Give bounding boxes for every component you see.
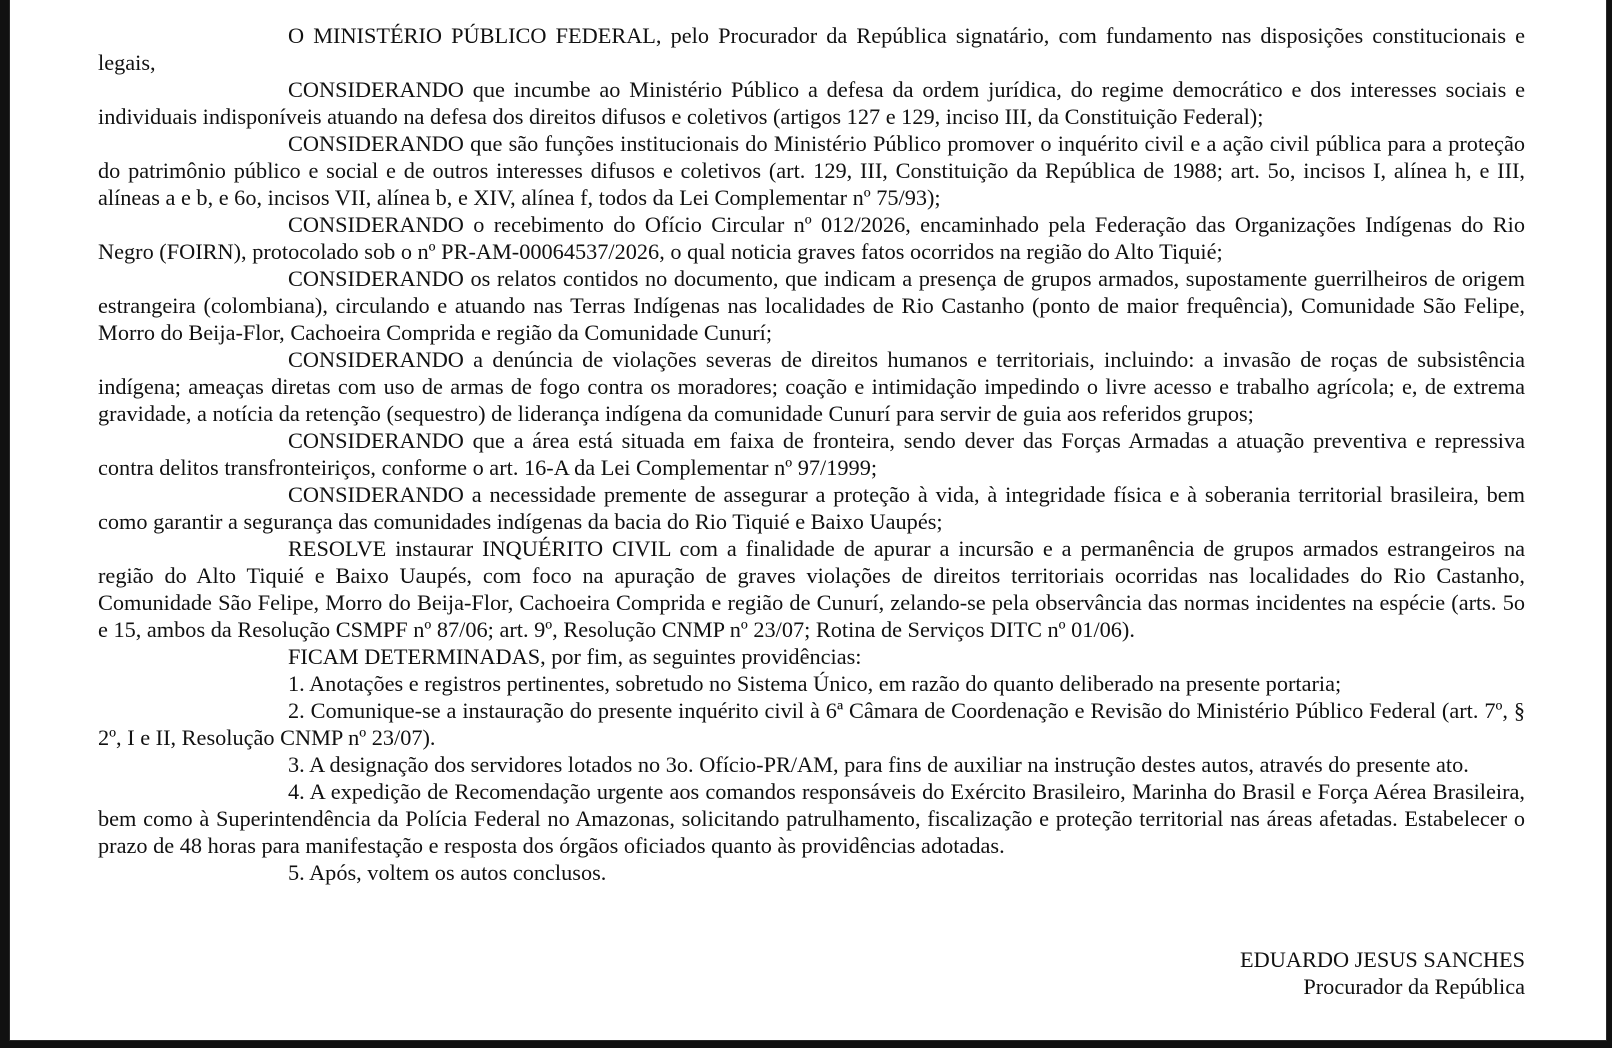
paragraph-determinations-heading: FICAM DETERMINADAS, por fim, as seguintes providências: bbox=[288, 644, 862, 669]
paragraph-resolve: RESOLVE instaurar INQUÉRITO CIVIL com a finalidade de apurar a incursão e a permanência de grupos armados estrangeiros na região do Alto Tiquié e Baixo Uaupés, com foco na apuração de graves violações de direitos territoriais ocorridas nas localidades do Rio Castanho, Comunidade São Felipe, Morro do Beija-Flor, Cachoeira Comprida e região de Cunurí, zelando-se pela observância das normas incidentes na espécie (arts. 5o e 15, ambos da Resolução CSMPF nº 87/06; art. 9º, Resolução CNMP nº 23/07; Rotina de Serviços DITC nº 01/06). bbox=[98, 536, 1525, 642]
signature-block bbox=[1240, 946, 1525, 1000]
paragraph-item-1: 1. Anotações e registros pertinentes, sobretudo no Sistema Único, em razão do quanto deliberado na presente portaria; bbox=[288, 671, 1342, 696]
document-page bbox=[10, 0, 1606, 1040]
paragraph-considerando-3: CONSIDERANDO o recebimento do Ofício Circular nº 012/2026, encaminhado pela Federação das Organizações Indígenas do Rio Negro (FOIRN), protocolado sob o nº PR-AM-00064537/2026, o qual noticia graves fatos ocorridos na região do Alto Tiquié; bbox=[98, 212, 1525, 264]
signatory-title: Procurador da República bbox=[1303, 974, 1525, 999]
paragraph-considerando-7: CONSIDERANDO a necessidade premente de assegurar a proteção à vida, à integridade física e à soberania territorial brasileira, bem como garantir a segurança das comunidades indígenas da bacia do Rio Tiquié e Baixo Uaupés; bbox=[98, 482, 1525, 534]
paragraph-considerando-2: CONSIDERANDO que são funções institucionais do Ministério Público promover o inquérito civil e a ação civil pública para a proteção do patrimônio público e social e de outros interesses difusos e coletivos (art. 129, III, Constituição da República de 1988; art. 5o, incisos I, alínea h, e III, alíneas a e b, e 6o, incisos VII, alínea b, e XIV, alínea f, todos da Lei Complementar nº 75/93); bbox=[98, 131, 1525, 210]
paragraph-considerando-5: CONSIDERANDO a denúncia de violações severas de direitos humanos e territoriais, incluindo: a invasão de roças de subsistência indígena; ameaças diretas com uso de armas de fogo contra os moradores; coação e intimidação impedindo o livre acesso e trabalho agrícola; e, de extrema gravidade, a notícia da retenção (sequestro) de liderança indígena da comunidade Cunurí para servir de guia aos referidos grupos; bbox=[98, 347, 1525, 426]
paragraph-item-2: 2. Comunique-se a instauração do presente inquérito civil à 6ª Câmara de Coordenação e Revisão do Ministério Público Federal (art. 7º, § 2º, I e II, Resolução CNMP nº 23/07). bbox=[98, 698, 1525, 750]
paragraph-considerando-6: CONSIDERANDO que a área está situada em faixa de fronteira, sendo dever das Forças Armadas a atuação preventiva e repressiva contra delitos transfronteiriços, conforme o art. 16-A da Lei Complementar nº 97/1999; bbox=[98, 428, 1525, 480]
paragraph-item-4: 4. A expedição de Recomendação urgente aos comandos responsáveis do Exército Brasileiro, Marinha do Brasil e Força Aérea Brasileira, bem como à Superintendência da Polícia Federal no Amazonas, solicitando patrulhamento, fiscalização e proteção territorial nas áreas afetadas. Estabelecer o prazo de 48 horas para manifestação e resposta dos órgãos oficiados quanto às providências adotadas. bbox=[98, 779, 1525, 858]
document-body bbox=[98, 22, 1525, 886]
paragraph-preamble: O MINISTÉRIO PÚBLICO FEDERAL, pelo Procurador da República signatário, com fundamento nas disposições constitucionais e legais, bbox=[98, 23, 1525, 75]
paragraph-considerando-4: CONSIDERANDO os relatos contidos no documento, que indicam a presença de grupos armados, supostamente guerrilheiros de origem estrangeira (colombiana), circulando e atuando nas Terras Indígenas nas localidades de Rio Castanho (ponto de maior frequência), Comunidade São Felipe, Morro do Beija-Flor, Cachoeira Comprida e região da Comunidade Cunurí; bbox=[98, 266, 1525, 345]
signatory-name: EDUARDO JESUS SANCHES bbox=[1240, 947, 1525, 972]
paragraph-item-3: 3. A designação dos servidores lotados no 3o. Ofício-PR/AM, para fins de auxiliar na instrução destes autos, através do presente ato. bbox=[288, 752, 1469, 777]
paragraph-item-5: 5. Após, voltem os autos conclusos. bbox=[288, 860, 607, 885]
paragraph-considerando-1: CONSIDERANDO que incumbe ao Ministério Público a defesa da ordem jurídica, do regime democrático e dos interesses sociais e individuais indisponíveis atuando na defesa dos direitos difusos e coletivos (artigos 127 e 129, inciso III, da Constituição Federal); bbox=[98, 77, 1525, 129]
